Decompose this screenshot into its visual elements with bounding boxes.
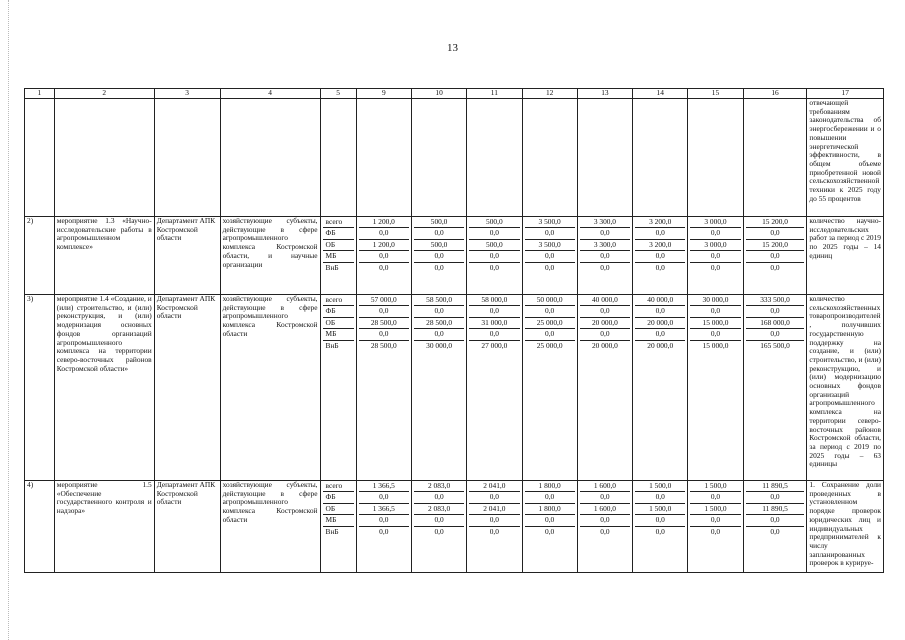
value: 0,0 [746,329,805,340]
row-number: 3) [25,295,55,481]
funding-source: ОБ [323,318,354,329]
value: 0,0 [746,251,805,262]
value: 0,0 [359,251,409,262]
value: 500,0 [414,217,464,228]
participants-cell: хозяйствующие субъекты, действующие в сфере агропромышленного комплекса Костромской области [220,481,320,573]
value: 0,0 [359,306,409,317]
value: 0,0 [710,262,721,272]
value: 0,0 [580,251,630,262]
empty-cell [411,99,466,217]
header-cell: 17 [807,89,884,99]
value: 15 000,0 [690,318,740,329]
value: 0,0 [525,492,575,503]
empty-cell [54,99,154,217]
empty-cell [467,99,522,217]
value: 1 200,0 [359,217,409,228]
value: 2 041,0 [469,504,519,515]
value: 0,0 [635,306,685,317]
value-cell [522,481,577,573]
value: 11 890,5 [746,481,805,492]
value: 0,0 [469,329,519,340]
value-cell [411,481,466,573]
value: 3 200,0 [635,217,685,228]
value: 0,0 [359,329,409,340]
empty-cell [25,99,55,217]
continuation-row [25,99,884,217]
value: 0,0 [690,306,740,317]
empty-cell [522,99,577,217]
value: 1 600,0 [580,504,630,515]
value-cell [577,295,632,481]
table-row [25,217,884,295]
value: 0,0 [469,515,519,526]
program-table [24,88,884,573]
funding-source: ФБ [323,228,354,239]
value-cell [356,295,411,481]
value: 0,0 [580,492,630,503]
value: 0,0 [469,306,519,317]
row-number: 4) [25,481,55,573]
result-cell: 1. Сохранение доли проведенных в установленном порядке проверок юридических лиц и индивидуальных предпринимателей к числу запланированных проверок в курируе- [807,481,884,573]
value-cell [467,295,522,481]
value: 0,0 [379,526,389,536]
value: 0,0 [580,306,630,317]
value-cell [467,481,522,573]
value-cell [411,295,466,481]
value: 0,0 [469,228,519,239]
page-margin-line [8,0,9,640]
value: 30 000,0 [690,295,740,306]
value: 1 366,5 [359,481,409,492]
header-cell: 9 [356,89,411,99]
value: 0,0 [690,251,740,262]
header-cell: 11 [467,89,522,99]
empty-cell [154,99,220,217]
value: 1 500,0 [690,504,740,515]
page-number: 13 [447,42,458,54]
value: 165 500,0 [760,340,790,350]
value: 0,0 [655,526,665,536]
value-cell [467,217,522,295]
value: 0,0 [770,526,780,536]
header-cell: 2 [54,89,154,99]
result-cell: отвечающей требованиям законодательства об энергосбережении и о повышении энергетической эффективности, в общем объеме приобретенной новой сельскохозяйственной техники к 2025 году до 55 процентов [807,99,884,217]
value: 1 500,0 [635,504,685,515]
value: 20 000,0 [591,340,618,350]
value: 0,0 [379,262,389,272]
funding-source: ОБ [323,504,354,515]
value: 11 890,5 [746,504,805,515]
value: 0,0 [600,526,610,536]
value: 0,0 [359,228,409,239]
header-cell: 15 [688,89,743,99]
value: 0,0 [359,492,409,503]
result-cell: количество научно-исследовательских работ за период с 2019 по 2025 годы – 14 единиц [807,217,884,295]
value: 0,0 [525,515,575,526]
value: 0,0 [525,251,575,262]
header-cell: 13 [577,89,632,99]
funding-source-cell [320,481,356,573]
empty-cell [356,99,411,217]
funding-source: МБ [323,251,354,262]
value: 500,0 [469,240,519,251]
value: 0,0 [635,515,685,526]
value: 0,0 [525,329,575,340]
activity-cell: мероприятие 1.3 «Научно-исследовательские работы в агропромышленном комплексе» [54,217,154,295]
value: 1 800,0 [525,504,575,515]
value: 0,0 [359,515,409,526]
value: 0,0 [710,526,721,536]
value-cell [522,217,577,295]
value: 500,0 [469,217,519,228]
value-cell [633,217,688,295]
funding-source: ФБ [323,306,354,317]
value: 1 500,0 [690,481,740,492]
value: 0,0 [414,515,464,526]
header-cell: 10 [411,89,466,99]
value: 1 600,0 [580,481,630,492]
funding-source-cell [320,295,356,481]
value: 31 000,0 [469,318,519,329]
value: 58 500,0 [414,295,464,306]
activity-cell: мероприятие 1.5 «Обеспечение государственного контроля и надзора» [54,481,154,573]
value: 0,0 [635,251,685,262]
header-cell: 16 [743,89,807,99]
value: 0,0 [580,515,630,526]
value: 3 000,0 [690,217,740,228]
value: 30 000,0 [426,340,453,350]
value: 27 000,0 [481,340,508,350]
value: 500,0 [414,240,464,251]
value: 28 500,0 [414,318,464,329]
value-cell [688,295,743,481]
empty-cell [688,99,743,217]
value: 0,0 [414,251,464,262]
value: 333 500,0 [746,295,805,306]
value: 1 366,5 [359,504,409,515]
value: 15 200,0 [746,240,805,251]
value: 0,0 [414,306,464,317]
value: 0,0 [525,228,575,239]
empty-cell [320,99,356,217]
header-cell: 12 [522,89,577,99]
value: 0,0 [489,262,499,272]
value: 3 300,0 [580,217,630,228]
value: 20 000,0 [647,340,674,350]
value-cell [577,217,632,295]
value: 2 041,0 [469,481,519,492]
funding-source: всего [323,481,354,492]
result-cell: количество сельскохозяйственных товаропроизводителей, получивших государственную поддержку на создание, и (или) строительство, и (или) реконструкцию, и (или) модернизацию основных фондов организаций агропромышленного комплекса на территории северо-восточных районов Костромской области, за период с 2019 по 2025 годы – 63 единицы [807,295,884,481]
value: 0,0 [414,492,464,503]
value-cell [743,217,807,295]
header-row [25,89,884,99]
funding-source: ФБ [323,492,354,503]
header-cell: 5 [320,89,356,99]
value-cell [743,295,807,481]
funding-source: ВнБ [325,262,339,272]
funding-source: всего [323,217,354,228]
participants-cell: хозяйствующие субъекты, действующие в сфере агропромышленного комплекса Костромской области [220,295,320,481]
value: 3 300,0 [580,240,630,251]
value: 0,0 [690,515,740,526]
value: 3 200,0 [635,240,685,251]
value: 15 200,0 [746,217,805,228]
value: 0,0 [746,515,805,526]
header-cell: 14 [633,89,688,99]
executor-cell: Департамент АПК Костромской области [154,217,220,295]
executor-cell: Департамент АПК Костромской области [154,295,220,481]
funding-source: МБ [323,329,354,340]
value: 0,0 [489,526,499,536]
value-cell [743,481,807,573]
funding-source-cell [320,217,356,295]
value: 0,0 [690,492,740,503]
value: 28 500,0 [370,340,397,350]
value: 0,0 [635,228,685,239]
funding-source: ВнБ [325,526,339,536]
value: 0,0 [434,262,444,272]
value: 0,0 [414,329,464,340]
value: 0,0 [746,492,805,503]
value: 0,0 [580,329,630,340]
value: 0,0 [770,262,780,272]
row-number: 2) [25,217,55,295]
value: 15 000,0 [702,340,729,350]
value: 0,0 [635,492,685,503]
value: 3 500,0 [525,217,575,228]
value-cell [633,295,688,481]
value: 0,0 [525,306,575,317]
executor-cell: Департамент АПК Костромской области [154,481,220,573]
value-cell [688,481,743,573]
value: 57 000,0 [359,295,409,306]
value-cell [577,481,632,573]
value: 28 500,0 [359,318,409,329]
header-cell: 4 [220,89,320,99]
value: 0,0 [655,262,665,272]
value-cell [411,217,466,295]
value: 20 000,0 [635,318,685,329]
value: 0,0 [434,526,444,536]
value: 168 000,0 [746,318,805,329]
activity-cell: мероприятие 1.4 «Создание, и (или) строительство, и (или) реконструкция, и (или) модернизация основных фондов организаций агропромышленного комплекса на территории северо-восточных районов Костромской области» [54,295,154,481]
value-cell [633,481,688,573]
value: 50 000,0 [525,295,575,306]
funding-source: ОБ [323,240,354,251]
value-cell [356,481,411,573]
funding-source: всего [323,295,354,306]
header-cell: 1 [25,89,55,99]
value: 0,0 [746,306,805,317]
funding-source: ВнБ [325,340,339,350]
value: 2 083,0 [414,504,464,515]
table-row [25,295,884,481]
empty-cell [577,99,632,217]
empty-cell [633,99,688,217]
value: 0,0 [746,228,805,239]
value: 40 000,0 [635,295,685,306]
value: 25 000,0 [525,318,575,329]
empty-cell [743,99,807,217]
value: 20 000,0 [580,318,630,329]
value: 1 500,0 [635,481,685,492]
value: 0,0 [469,251,519,262]
value: 0,0 [690,228,740,239]
value: 1 800,0 [525,481,575,492]
value: 2 083,0 [414,481,464,492]
value: 0,0 [690,329,740,340]
value: 0,0 [545,262,555,272]
header-cell: 3 [154,89,220,99]
value: 0,0 [580,228,630,239]
value: 25 000,0 [536,340,563,350]
value: 0,0 [635,329,685,340]
value: 3 500,0 [525,240,575,251]
value: 3 000,0 [690,240,740,251]
value: 40 000,0 [580,295,630,306]
empty-cell [220,99,320,217]
value: 0,0 [545,526,555,536]
value: 0,0 [414,228,464,239]
value: 1 200,0 [359,240,409,251]
value-cell [356,217,411,295]
value: 0,0 [600,262,610,272]
value: 58 000,0 [469,295,519,306]
table-row [25,481,884,573]
participants-cell: хозяйствующие субъекты, действующие в сфере агропромышленного комплекса Костромской области, и научные организации [220,217,320,295]
funding-source: МБ [323,515,354,526]
value: 0,0 [469,492,519,503]
value-cell [688,217,743,295]
value-cell [522,295,577,481]
